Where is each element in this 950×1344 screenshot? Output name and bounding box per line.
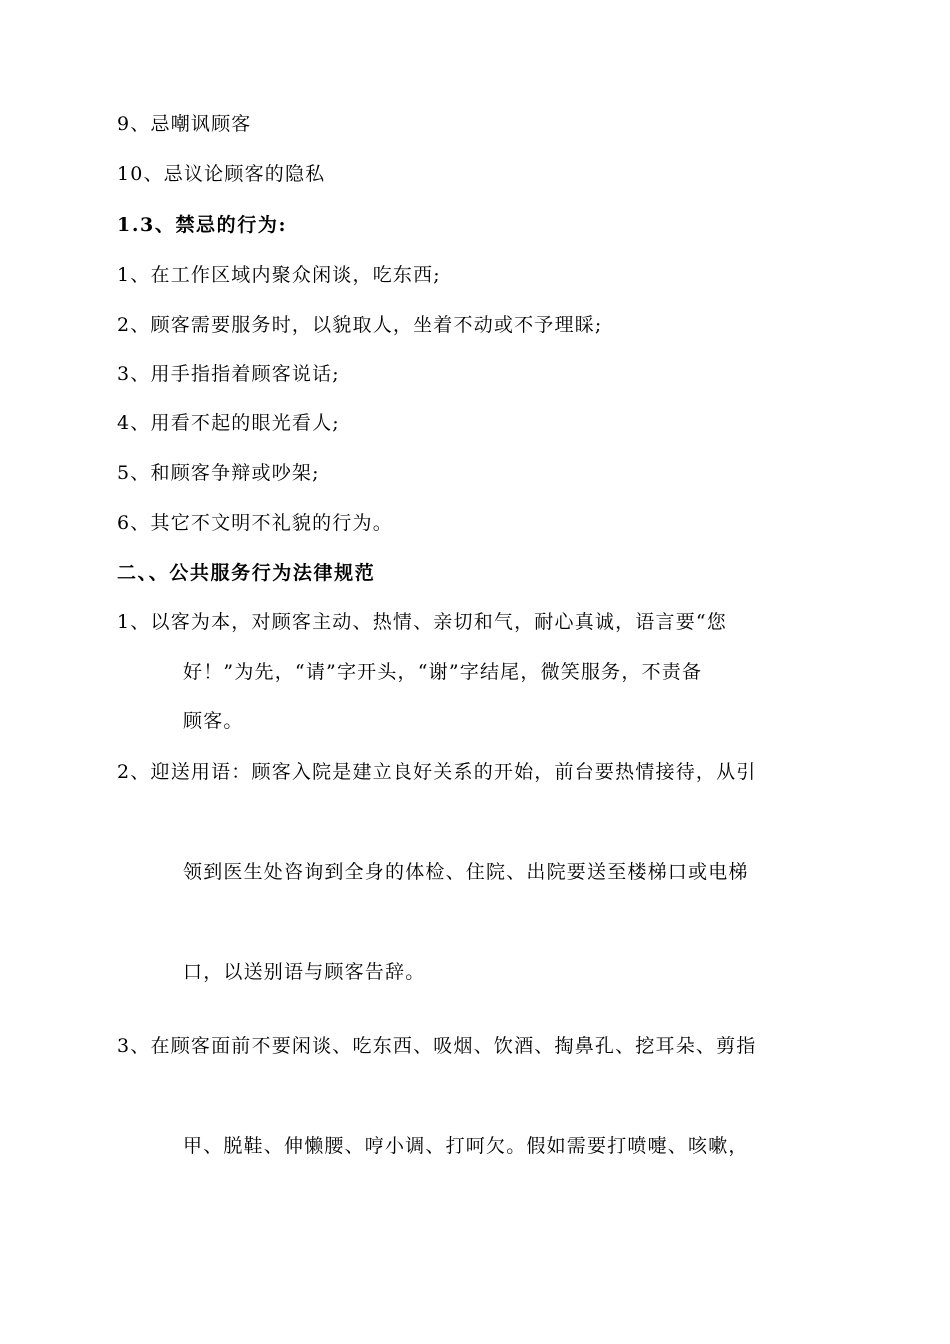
list-item: 1、在工作区域内聚众闲谈，吃东西; — [117, 264, 441, 286]
list-item-10: 10、忌议论顾客的隐私 — [117, 163, 326, 185]
paragraph-1-line-3: 顾客。 — [183, 710, 244, 732]
section-2-heading: 二、、公共服务行为法律规范 — [117, 562, 376, 584]
list-item-9: 9、忌嘲讽顾客 — [117, 113, 252, 135]
list-item: 3、用手指指着顾客说话; — [117, 363, 340, 385]
paragraph-2-line-1: 2、迎送用语：顾客入院是建立良好关系的开始，前台要热情接待，从引 — [117, 761, 757, 783]
paragraph-3-line-2: 甲、脱鞋、伸懒腰、哼小调、打呵欠。假如需要打喷嚏、咳嗽， — [183, 1135, 749, 1157]
list-item: 4、用看不起的眼光看人; — [117, 412, 340, 434]
list-item: 6、其它不文明不礼貌的行为。 — [117, 512, 393, 534]
paragraph-2-line-3: 口，以送别语与顾客告辞。 — [183, 961, 426, 983]
list-item: 5、和顾客争辩或吵架; — [117, 462, 320, 484]
paragraph-2-line-2: 领到医生处咨询到全身的体检、住院、出院要送至楼梯口或电梯 — [183, 861, 749, 883]
section-1-3-heading: 1.3、禁忌的行为: — [117, 214, 288, 236]
list-item: 2、顾客需要服务时，以貌取人，坐着不动或不予理睬; — [117, 314, 603, 336]
paragraph-1-line-1: 1、以客为本，对顾客主动、热情、亲切和气，耐心真诚，语言要“您 — [117, 611, 728, 633]
paragraph-3-line-1: 3、在顾客面前不要闲谈、吃东西、吸烟、饮酒、掏鼻孔、挖耳朵、剪指 — [117, 1035, 757, 1057]
paragraph-1-line-2: 好！”为先，“请”字开头，“谢”字结尾，微笑服务，不责备 — [183, 661, 703, 683]
